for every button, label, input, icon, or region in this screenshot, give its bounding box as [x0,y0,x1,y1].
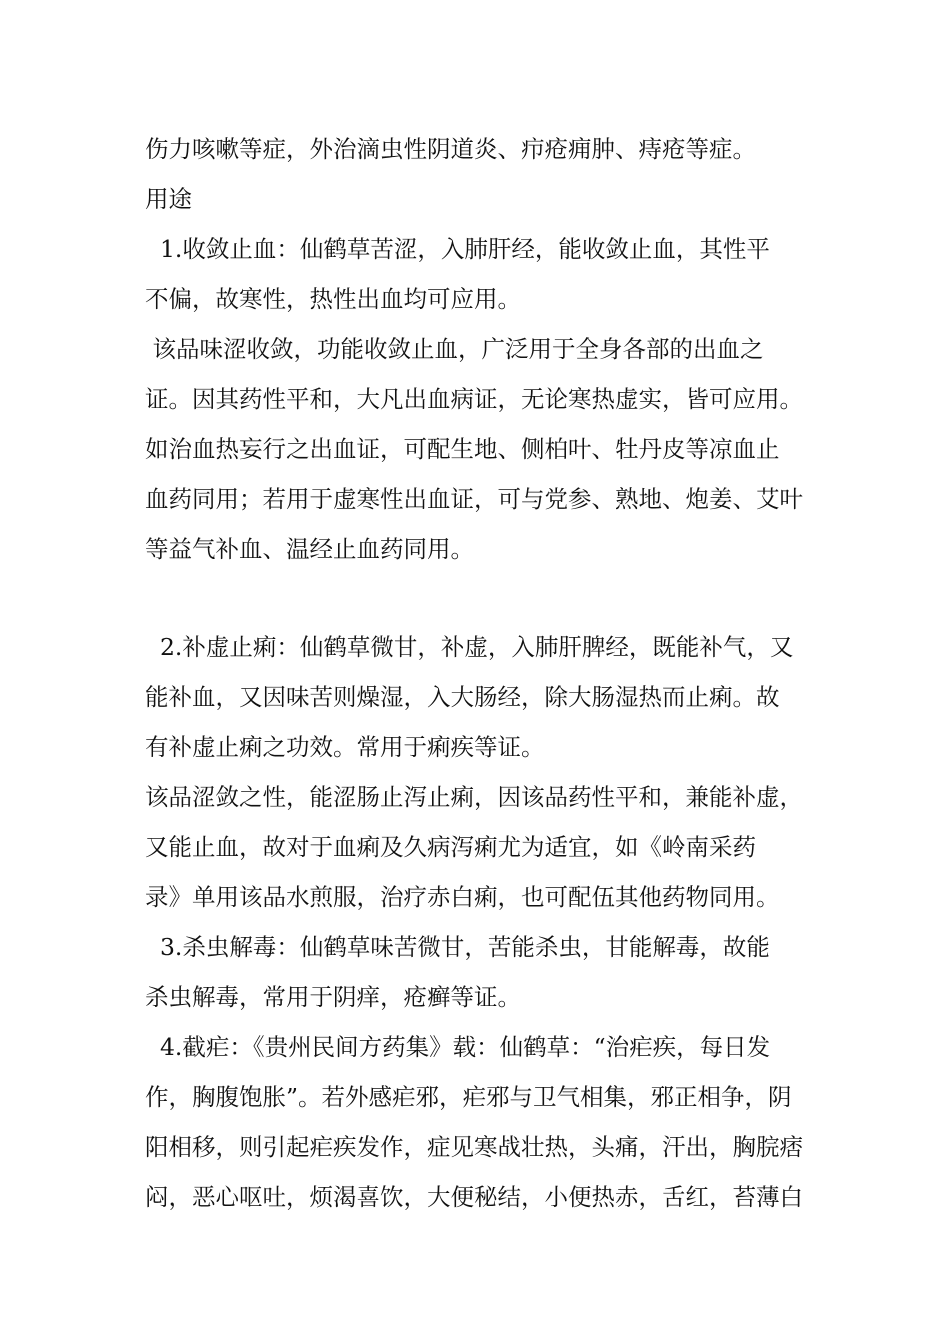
text-line: 2.补虚止痢：仙鹤草微甘，补虚，入肺肝脾经，既能补气，又 [145,633,794,661]
text-line: 如治血热妄行之出血证，可配生地、侧柏叶、牡丹皮等凉血止 [145,435,780,463]
text-line: 录》单用该品水煎服，治疗赤白痢，也可配伍其他药物同用。 [145,883,780,911]
text-line: 该品涩敛之性，能涩肠止泻止痢，因该品药性平和，兼能补虚， [145,783,803,811]
text-line: 阳相移，则引起疟疾发作，症见寒战壮热，头痛，汗出，胸脘痞 [145,1133,803,1161]
text-line: 又能止血，故对于血痢及久病泻痢尤为适宜，如《岭南采药 [145,833,756,861]
text-line: 杀虫解毒，常用于阴痒，疮癣等证。 [145,983,521,1011]
text-line: 闷，恶心呕吐，烦渴喜饮，大便秘结，小便热赤，舌红，苔薄白 [145,1183,803,1211]
section-heading: 用途 [145,185,192,213]
text-line: 血药同用；若用于虚寒性出血证，可与党参、熟地、炮姜、艾叶 [145,485,803,513]
text-line: 有补虚止痢之功效。常用于痢疾等证。 [145,733,545,761]
text-line: 等益气补血、温经止血药同用。 [145,535,474,563]
text-line: 1.收敛止血：仙鹤草苦涩，入肺肝经，能收敛止血，其性平 [145,235,770,263]
text-line: 伤力咳嗽等症，外治滴虫性阴道炎、疖疮痈肿、痔疮等症。 [145,135,756,163]
text-line: 3.杀虫解毒：仙鹤草味苦微甘，苦能杀虫，甘能解毒，故能 [145,933,770,961]
text-line: 作，胸腹饱胀”。若外感疟邪，疟邪与卫气相集，邪正相争，阴 [145,1083,792,1111]
text-line: 证。因其药性平和，大凡出血病证，无论寒热虚实，皆可应用。 [145,385,803,413]
text-line: 该品味涩收敛，功能收敛止血，广泛用于全身各部的出血之 [145,335,764,363]
text-line: 不偏，故寒性，热性出血均可应用。 [145,285,521,313]
text-line: 能补血，又因味苦则燥湿，入大肠经，除大肠湿热而止痢。故 [145,683,780,711]
text-line: 4.截疟：《贵州民间方药集》载：仙鹤草：“治疟疾，每日发 [145,1033,771,1061]
